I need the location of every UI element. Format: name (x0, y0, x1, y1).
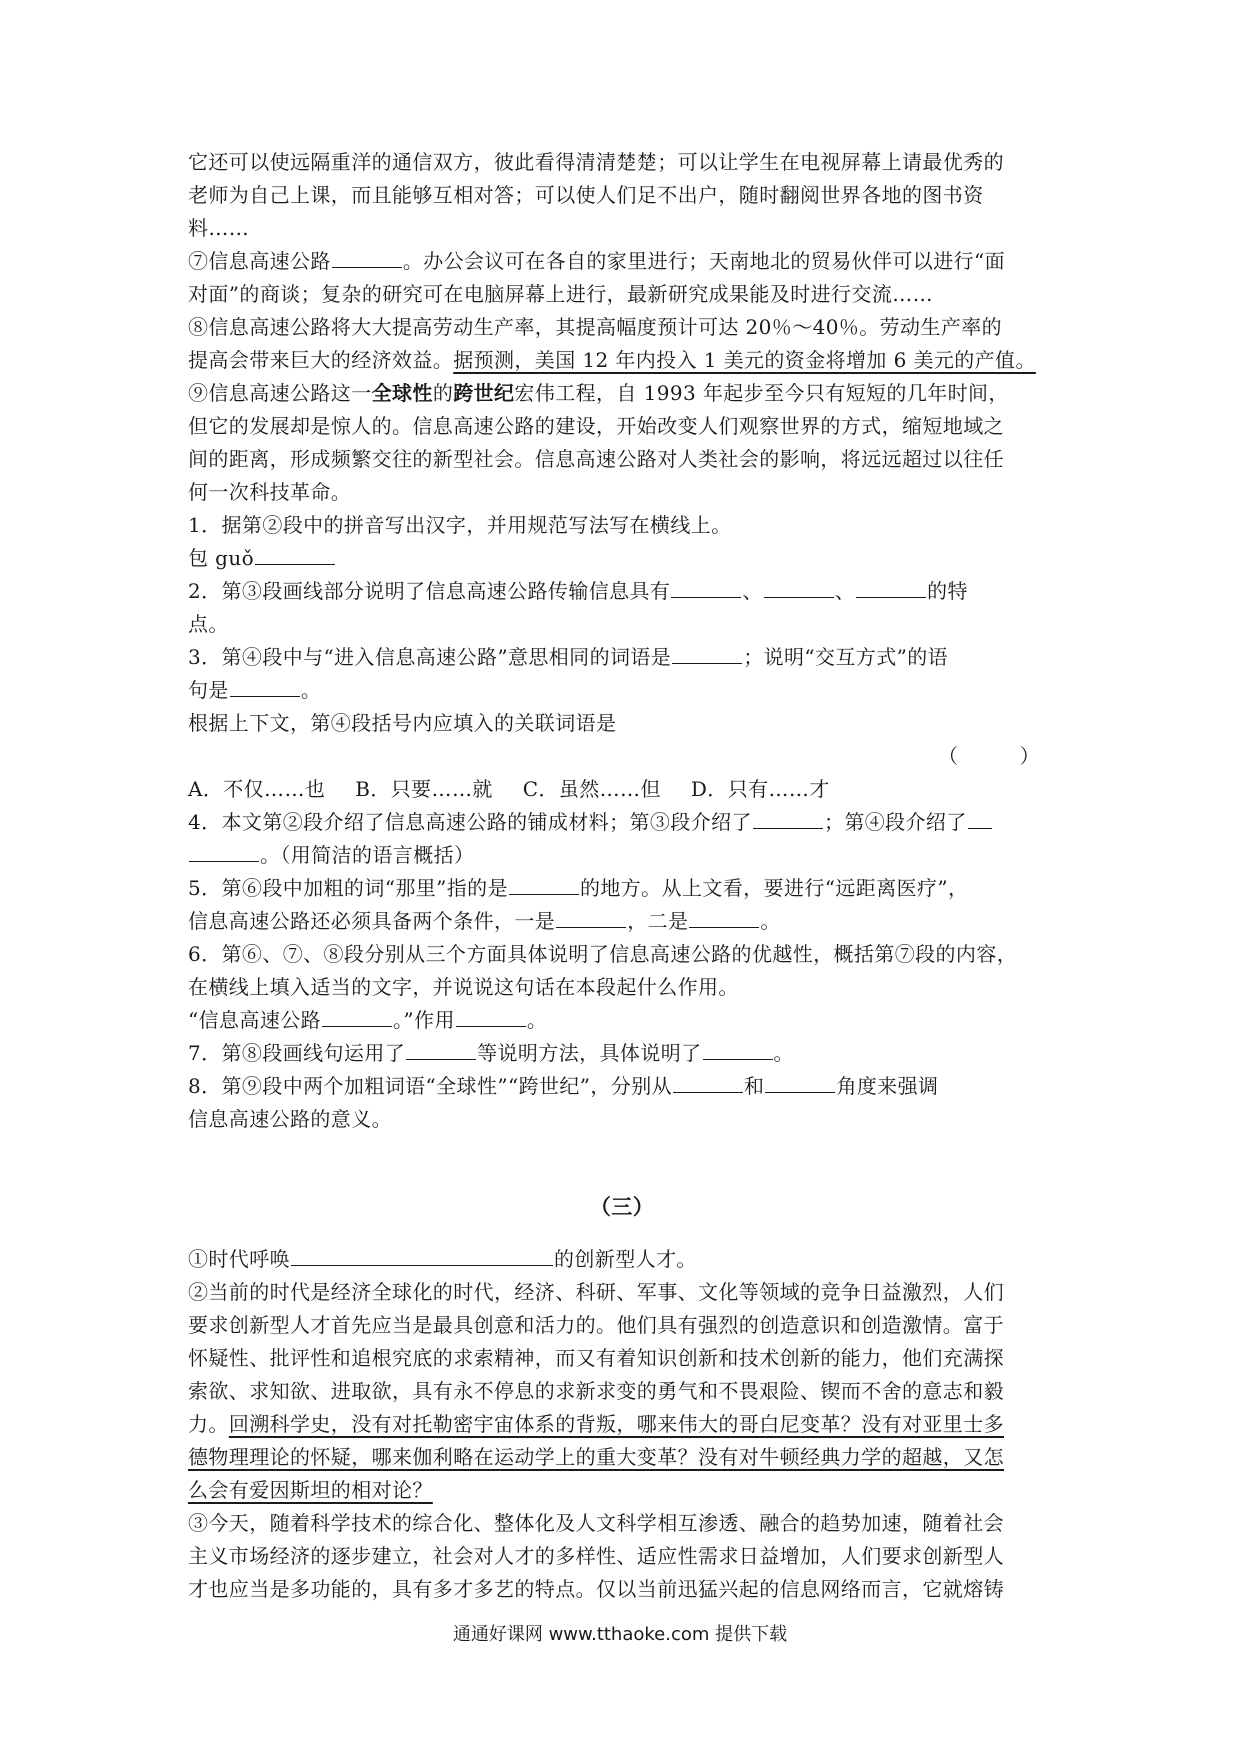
answer-blank[interactable] (753, 806, 823, 829)
underlined-sentence: 据预测，美国 12 年内投入 1 美元的资金将增加 6 美元的产值。 (453, 348, 1036, 372)
section3-paragraph-1 (188, 1243, 1056, 1276)
text: ，二是 (627, 909, 689, 933)
text: 和 (744, 1074, 765, 1098)
question-3 (188, 641, 1056, 674)
text: 。 (526, 1008, 548, 1032)
text: 。 (300, 678, 322, 702)
paragraph-6-line: 老师为自己上课，而且能够互相对答；可以使人们足不出户，随时翻阅世界各地的图书资 (188, 183, 984, 207)
question-4-line (188, 839, 1056, 872)
text: 。办公会议可在各自的家里进行；天南地北的贸易伙伴可以进行“面 (402, 249, 1006, 273)
answer-blank[interactable] (671, 575, 741, 598)
text: 等说明方法，具体说明了 (477, 1041, 702, 1065)
text: 力。 (188, 1412, 229, 1436)
question-5-line (188, 905, 1056, 938)
text: ⑨信息高速公路这一 (188, 381, 372, 405)
answer-blank[interactable] (703, 1037, 773, 1060)
question-7 (188, 1037, 1056, 1070)
text: 的 (432, 381, 454, 405)
section3-paragraph-2-line: ②当前的时代是经济全球化的时代，经济、科研、军事、文化等领域的竞争日益激烈，人们 (188, 1280, 1004, 1304)
question-2 (188, 575, 1056, 608)
section3-paragraph-3-line: 才也应当是多功能的，具有多才多艺的特点。仅以当前迅猛兴起的信息网络而言，它就熔铸 (188, 1577, 1004, 1601)
section3-paragraph-3-line: ③今天，随着科学技术的综合化、整体化及人文科学相互渗透、融合的趋势加速，随着社会 (188, 1511, 1004, 1535)
answer-blank[interactable] (673, 1070, 743, 1093)
option-d[interactable]: D．只有……才 (690, 777, 830, 801)
underlined-sentence: 么会有爱因斯坦的相对论？ (188, 1478, 433, 1502)
text: ；第④段介绍了 (823, 810, 967, 834)
section3-paragraph-2-line: 索欲、求知欲、进取欲，具有永不停息的求新求变的勇气和不畏艰险、锲而不舍的意志和毅 (188, 1379, 1004, 1403)
answer-blank[interactable] (230, 674, 300, 697)
answer-blank[interactable] (689, 905, 759, 928)
answer-blank[interactable] (764, 575, 834, 598)
option-a[interactable]: A．不仅……也 (188, 777, 326, 801)
answer-blank[interactable] (322, 1004, 392, 1027)
bold-term: 跨世纪 (453, 381, 515, 405)
question-6-line: 在横线上填入适当的文字，并说说这句话在本段起什么作用。 (188, 975, 739, 999)
text: 7．第⑧段画线句运用了 (188, 1041, 406, 1065)
question-6-line (188, 1004, 1056, 1037)
answer-parentheses[interactable]: （ ） (938, 744, 1040, 768)
answer-blank[interactable] (509, 872, 579, 895)
section-title: （三） (589, 1194, 655, 1219)
option-b[interactable]: B．只要……就 (355, 777, 493, 801)
text: 的特 (927, 579, 968, 603)
underlined-sentence: 德物理理论的怀疑，哪来伽利略在运动学上的重大变革？没有对牛顿经典力学的超越，又怎 (188, 1445, 1004, 1469)
text: 8．第⑨段中两个加粗词语“全球性”“跨世纪”，分别从 (188, 1074, 673, 1098)
answer-blank[interactable] (968, 806, 992, 829)
text: ⑦信息高速公路 (188, 249, 331, 273)
document-body (188, 146, 1056, 1606)
underlined-sentence: 回溯科学史，没有对托勒密宇宙体系的背叛，哪来伟大的哥白尼变革？没有对亚里士多 (228, 1412, 1005, 1436)
text: 3．第④段中与“进入信息高速公路”意思相同的词语是 (188, 645, 672, 669)
answer-blank[interactable] (456, 1004, 526, 1027)
paragraph-6-line: 它还可以使远隔重洋的通信双方，彼此看得清清楚楚；可以让学生在电视屏幕上请最优秀的 (188, 150, 1004, 174)
text: 。”作用 (393, 1008, 455, 1032)
option-c[interactable]: C．虽然……但 (522, 777, 661, 801)
text: 信息高速公路还必须具备两个条件，一是 (188, 909, 556, 933)
text: ①时代呼唤 (188, 1247, 290, 1271)
paragraph-9 (188, 377, 1056, 410)
paragraph-9-line: 但它的发展却是惊人的。信息高速公路的建设，开始改变人们观察世界的方式，缩短地域之 (188, 414, 1004, 438)
answer-blank[interactable] (856, 575, 926, 598)
question-8-line: 信息高速公路的意义。 (188, 1107, 392, 1131)
section3-paragraph-3-line: 主义市场经济的逐步建立，社会对人才的多样性、适应性需求日益增加，人们要求创新型人 (188, 1544, 1004, 1568)
section3-paragraph-2-line: 要求创新型人才首先应当是最具创意和活力的。他们具有强烈的创造意识和创造激情。富于 (188, 1313, 1004, 1337)
question-8 (188, 1070, 1056, 1103)
section3-paragraph-2-line (188, 1474, 1056, 1507)
text: 、 (742, 579, 763, 603)
question-3-line: 根据上下文，第④段括号内应填入的关联词语是 (188, 711, 617, 735)
section3-paragraph-2-line (188, 1441, 1056, 1474)
text: 、 (834, 579, 856, 603)
text: 宏伟工程，自 1993 年起步至今只有短短的几年时间， (514, 381, 1009, 405)
paragraph-6-line: 料…… (188, 216, 250, 240)
answer-blank[interactable] (406, 1037, 476, 1060)
paragraph-9-line: 间的距离，形成频繁交往的新型社会。信息高速公路对人类社会的影响，将远远超过以往任 (188, 447, 1004, 471)
text: 句是 (188, 678, 229, 702)
text: “信息高速公路 (188, 1008, 322, 1032)
text: ；说明“交互方式”的语 (743, 645, 949, 669)
text: 。（用简洁的语言概括） (260, 843, 475, 867)
spacer (188, 1136, 1056, 1176)
text: 4．本文第②段介绍了信息高速公路的铺成材料；第③段介绍了 (188, 810, 752, 834)
page-footer: 通通好课网 www.tthaoke.com 提供下载 (452, 1624, 788, 1645)
answer-blank[interactable] (556, 905, 626, 928)
text: 。 (760, 909, 781, 933)
paragraph-8-line: ⑧信息高速公路将大大提高劳动生产率，其提高幅度预计可达 20％～40％。劳动生产率的 (188, 315, 1003, 339)
text: 。 (773, 1041, 794, 1065)
question-3-options (188, 773, 1056, 806)
question-1: 1．据第②段中的拼音写出汉字，并用规范写法写在横线上。 (188, 513, 732, 537)
text: 的地方。从上文看，要进行“远距离医疗”， (579, 876, 969, 900)
text: 2．第③段画线部分说明了信息高速公路传输信息具有 (188, 579, 671, 603)
section3-paragraph-2-line: 怀疑性、批评性和追根究底的求索精神，而又有着知识创新和技术创新的能力，他们充满探 (188, 1346, 1004, 1370)
question-4 (188, 806, 1056, 839)
paragraph-8 (188, 344, 1056, 377)
answer-blank[interactable] (332, 245, 402, 268)
answer-blank[interactable] (255, 542, 335, 565)
question-6-line: 6．第⑥、⑦、⑧段分别从三个方面具体说明了信息高速公路的优越性，概括第⑦段的内容， (188, 942, 1018, 966)
text: 提高会带来巨大的经济效益。 (188, 348, 454, 372)
question-5 (188, 872, 1056, 905)
text: 的创新型人才。 (554, 1247, 697, 1271)
pinyin: 包 guǒ (188, 546, 255, 570)
question-2-line: 点。 (188, 612, 229, 636)
section3-paragraph-2-line (188, 1408, 1056, 1441)
question-1-item (188, 542, 1056, 575)
text: 5．第⑥段中加粗的词“那里”指的是 (188, 876, 508, 900)
answer-blank[interactable] (189, 839, 259, 862)
paragraph-7-line: 对面”的商谈；复杂的研究可在电脑屏幕上进行，最新研究成果能及时进行交流…… (188, 282, 934, 306)
question-3-line (188, 674, 1056, 707)
paragraph-7 (188, 245, 1056, 278)
answer-blank[interactable] (672, 641, 742, 664)
answer-blank[interactable] (291, 1243, 553, 1266)
paragraph-9-line: 何一次科技革命。 (188, 480, 352, 504)
bold-term: 全球性 (371, 381, 433, 405)
text: 角度来强调 (836, 1074, 939, 1098)
answer-blank[interactable] (765, 1070, 835, 1093)
